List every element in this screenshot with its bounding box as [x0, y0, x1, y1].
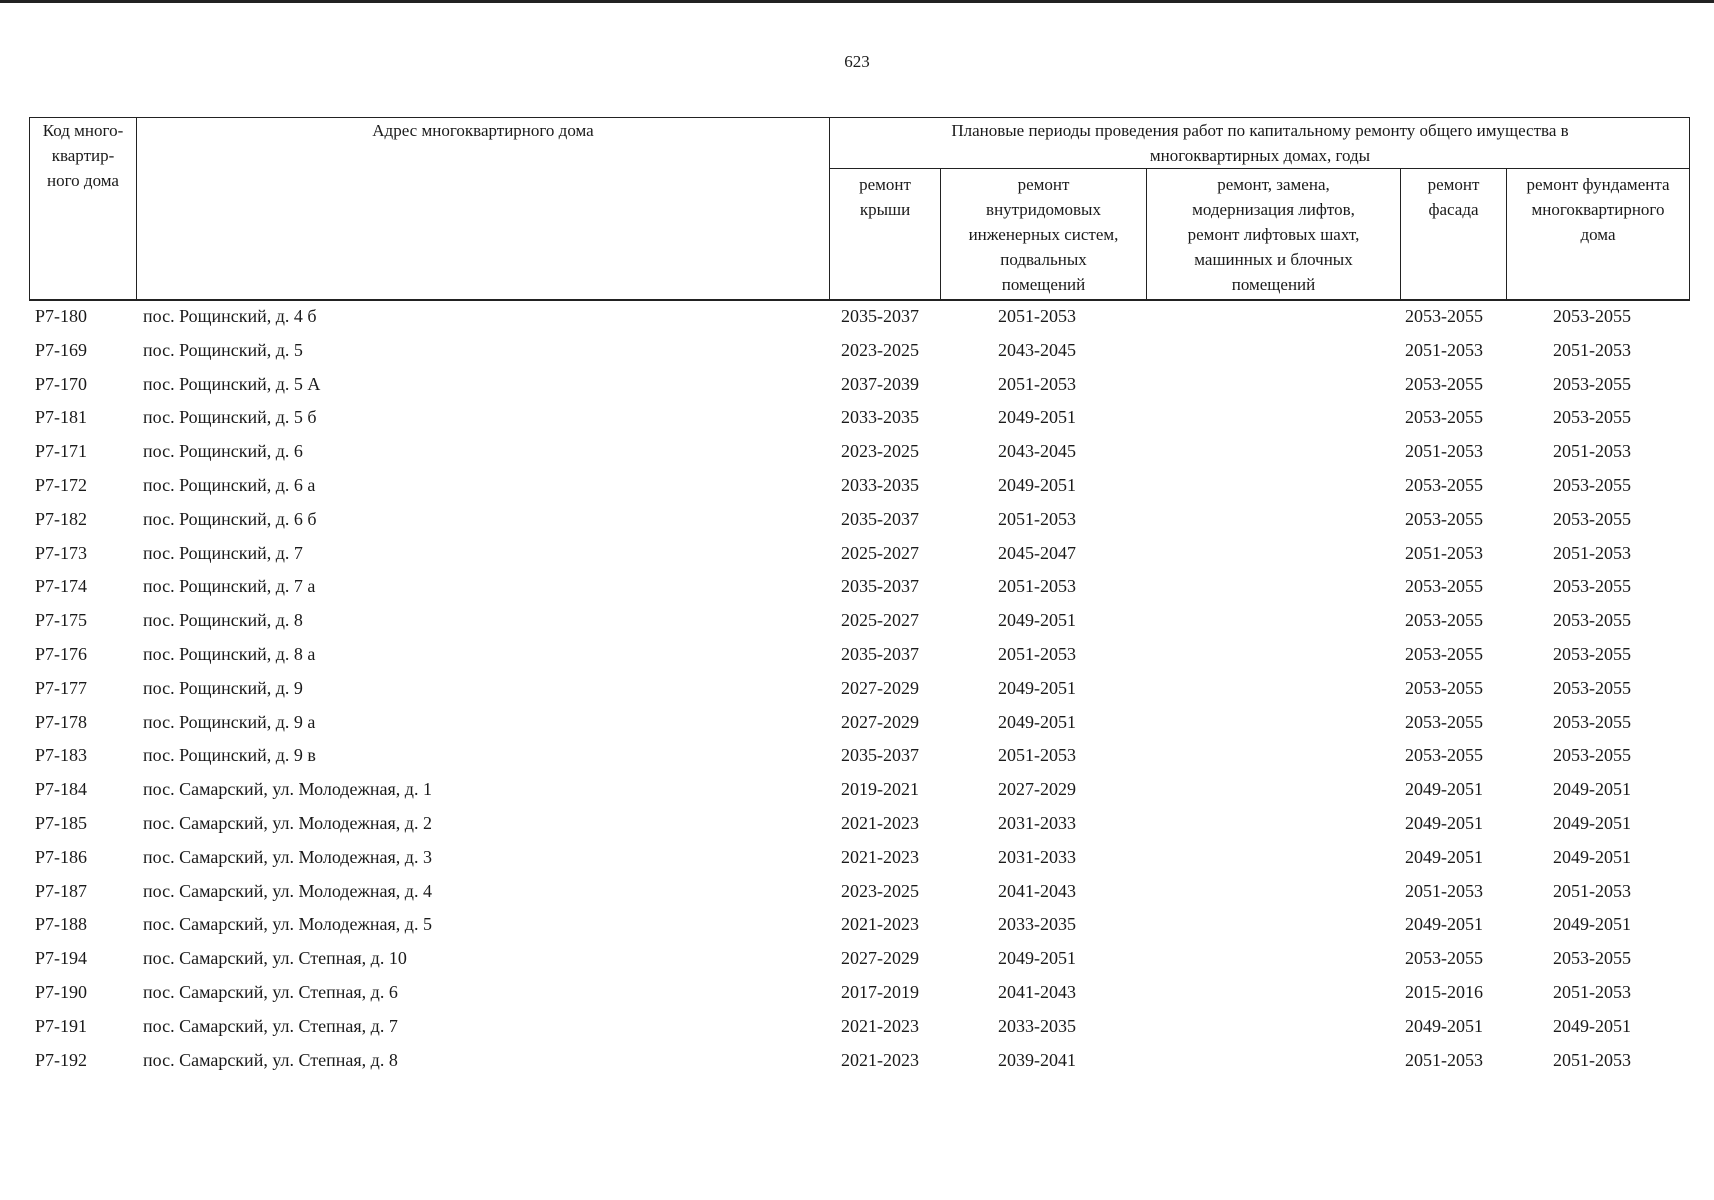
cell-systems: 2045-2047 — [998, 542, 1076, 563]
table-row — [29, 773, 1690, 807]
header-periods: Плановые периоды проведения работ по капитальному ремонту общего имущества в многоквартирных домах, годы — [951, 121, 1569, 165]
table-row — [29, 537, 1690, 571]
cell-facade: 2053-2055 — [1405, 610, 1483, 631]
header-address: Адрес многоквартирного дома — [372, 121, 594, 140]
header-sep-code — [136, 117, 137, 300]
cell-address: пос. Самарский, ул. Степная, д. 8 — [143, 1049, 398, 1070]
header-rule-left — [29, 117, 30, 300]
cell-roof: 2033-2035 — [841, 407, 919, 428]
table-header — [29, 117, 1690, 300]
cell-systems: 2051-2053 — [998, 745, 1076, 766]
cell-code: Р7-188 — [35, 914, 88, 935]
cell-foundation: 2053-2055 — [1553, 643, 1631, 664]
cell-address: пос. Рощинский, д. 5 А — [143, 373, 321, 394]
page-number: 623 — [844, 52, 870, 71]
cell-systems: 2049-2051 — [998, 407, 1076, 428]
cell-code: Р7-173 — [35, 542, 88, 563]
table-row — [29, 401, 1690, 435]
header-code: Код много- квартир- ного дома — [42, 121, 124, 190]
cell-roof: 2023-2025 — [841, 441, 919, 462]
cell-systems: 2033-2035 — [998, 1015, 1076, 1036]
cell-address: пос. Рощинский, д. 8 а — [143, 643, 316, 664]
table-row — [29, 841, 1690, 875]
cell-code: Р7-182 — [35, 508, 88, 529]
cell-facade: 2053-2055 — [1405, 948, 1483, 969]
cell-roof: 2023-2025 — [841, 880, 919, 901]
cell-address: пос. Самарский, ул. Молодежная, д. 3 — [143, 846, 432, 867]
cell-foundation: 2053-2055 — [1553, 711, 1631, 732]
cell-facade: 2053-2055 — [1405, 306, 1483, 326]
cell-code: Р7-169 — [35, 339, 88, 360]
cell-roof: 2035-2037 — [841, 508, 919, 529]
cell-roof: 2033-2035 — [841, 474, 919, 495]
cell-code: Р7-183 — [35, 745, 88, 766]
cell-roof: 2023-2025 — [841, 339, 919, 360]
table-row — [29, 942, 1690, 976]
cell-code: Р7-174 — [35, 576, 88, 597]
table-row — [29, 672, 1690, 706]
cell-code: Р7-187 — [35, 880, 88, 901]
cell-roof: 2035-2037 — [841, 643, 919, 664]
cell-facade: 2051-2053 — [1405, 1049, 1483, 1070]
cell-address: пос. Самарский, ул. Молодежная, д. 5 — [143, 914, 432, 935]
cell-facade: 2053-2055 — [1405, 711, 1483, 732]
cell-code: Р7-175 — [35, 610, 88, 631]
header-roof: ремонт крыши — [859, 175, 911, 219]
table-row — [29, 638, 1690, 672]
cell-address: пос. Рощинский, д. 8 — [143, 610, 303, 631]
cell-code: Р7-191 — [35, 1015, 88, 1036]
cell-facade: 2051-2053 — [1405, 880, 1483, 901]
header-foundation: ремонт фундамента многоквартирного дома — [1526, 175, 1670, 244]
cell-roof: 2017-2019 — [841, 981, 919, 1002]
cell-code: Р7-178 — [35, 711, 88, 732]
cell-roof: 2027-2029 — [841, 711, 919, 732]
cell-facade: 2049-2051 — [1405, 779, 1483, 800]
cell-facade: 2053-2055 — [1405, 508, 1483, 529]
cell-address: пос. Самарский, ул. Молодежная, д. 4 — [143, 880, 432, 901]
cell-foundation: 2053-2055 — [1553, 948, 1631, 969]
cell-facade: 2049-2051 — [1405, 846, 1483, 867]
cell-systems: 2051-2053 — [998, 643, 1076, 664]
cell-code: Р7-180 — [35, 306, 88, 326]
cell-code: Р7-185 — [35, 812, 88, 833]
table-row — [29, 604, 1690, 638]
table-row — [29, 875, 1690, 909]
cell-foundation: 2053-2055 — [1553, 373, 1631, 394]
cell-facade: 2053-2055 — [1405, 373, 1483, 394]
cell-roof: 2021-2023 — [841, 846, 919, 867]
cell-roof: 2019-2021 — [841, 779, 919, 800]
cell-facade: 2049-2051 — [1405, 914, 1483, 935]
table-row — [29, 570, 1690, 604]
table-row — [29, 739, 1690, 773]
table-row — [29, 1044, 1690, 1078]
header-lifts: ремонт, замена, модернизация лифтов, ремонт лифтовых шахт, машинных и блочных помещений — [1187, 175, 1360, 294]
cell-code: Р7-172 — [35, 474, 88, 495]
cell-systems: 2041-2043 — [998, 981, 1076, 1002]
cell-systems: 2051-2053 — [998, 576, 1076, 597]
cell-address: пос. Рощинский, д. 9 в — [143, 745, 316, 766]
cell-systems: 2039-2041 — [998, 1049, 1076, 1070]
cell-code: Р7-171 — [35, 441, 88, 462]
cell-roof: 2027-2029 — [841, 948, 919, 969]
cell-foundation: 2053-2055 — [1553, 745, 1631, 766]
cell-roof: 2021-2023 — [841, 1015, 919, 1036]
cell-systems: 2051-2053 — [998, 508, 1076, 529]
table-row — [29, 503, 1690, 537]
cell-facade: 2053-2055 — [1405, 745, 1483, 766]
cell-address: пос. Рощинский, д. 6 — [143, 441, 303, 462]
cell-code: Р7-194 — [35, 948, 88, 969]
cell-systems: 2051-2053 — [998, 306, 1076, 326]
cell-code: Р7-190 — [35, 981, 88, 1002]
cell-facade: 2053-2055 — [1405, 407, 1483, 428]
cell-systems: 2031-2033 — [998, 846, 1076, 867]
cell-foundation: 2049-2051 — [1553, 846, 1631, 867]
cell-systems: 2049-2051 — [998, 711, 1076, 732]
table-row — [29, 300, 1690, 334]
cell-foundation: 2053-2055 — [1553, 508, 1631, 529]
cell-foundation: 2051-2053 — [1553, 880, 1631, 901]
cell-address: пос. Рощинский, д. 9 — [143, 677, 303, 698]
cell-foundation: 2053-2055 — [1553, 677, 1631, 698]
cell-address: пос. Самарский, ул. Степная, д. 6 — [143, 981, 398, 1002]
cell-address: пос. Самарский, ул. Степная, д. 7 — [143, 1015, 398, 1036]
cell-code: Р7-181 — [35, 407, 88, 428]
cell-foundation: 2051-2053 — [1553, 981, 1631, 1002]
cell-roof: 2021-2023 — [841, 1049, 919, 1070]
table-row — [29, 435, 1690, 469]
cell-systems: 2049-2051 — [998, 474, 1076, 495]
cell-address: пос. Рощинский, д. 7 — [143, 542, 303, 563]
cell-code: Р7-192 — [35, 1049, 88, 1070]
cell-systems: 2027-2029 — [998, 779, 1076, 800]
header-facade: ремонт фасада — [1427, 175, 1480, 219]
cell-roof: 2027-2029 — [841, 677, 919, 698]
cell-foundation: 2049-2051 — [1553, 1015, 1631, 1036]
cell-facade: 2053-2055 — [1405, 576, 1483, 597]
cell-systems: 2051-2053 — [998, 373, 1076, 394]
cell-facade: 2051-2053 — [1405, 542, 1483, 563]
table-row — [29, 1010, 1690, 1044]
cell-address: пос. Рощинский, д. 6 а — [143, 474, 316, 495]
cell-systems: 2031-2033 — [998, 812, 1076, 833]
cell-code: Р7-176 — [35, 643, 88, 664]
cell-roof: 2021-2023 — [841, 812, 919, 833]
cell-roof: 2035-2037 — [841, 306, 919, 326]
cell-roof: 2035-2037 — [841, 745, 919, 766]
table-row — [29, 807, 1690, 841]
header-sep-periods — [829, 168, 1690, 169]
cell-roof: 2035-2037 — [841, 576, 919, 597]
cell-address: пос. Рощинский, д. 6 б — [143, 508, 317, 529]
cell-roof: 2021-2023 — [841, 914, 919, 935]
cell-foundation: 2049-2051 — [1553, 812, 1631, 833]
cell-foundation: 2053-2055 — [1553, 576, 1631, 597]
cell-foundation: 2053-2055 — [1553, 610, 1631, 631]
cell-code: Р7-184 — [35, 779, 88, 800]
table-row — [29, 908, 1690, 942]
table-row — [29, 469, 1690, 503]
cell-systems: 2043-2045 — [998, 339, 1076, 360]
cell-roof: 2025-2027 — [841, 610, 919, 631]
cell-address: пос. Рощинский, д. 5 — [143, 339, 303, 360]
cell-facade: 2051-2053 — [1405, 441, 1483, 462]
cell-facade: 2053-2055 — [1405, 474, 1483, 495]
cell-address: пос. Рощинский, д. 4 б — [143, 306, 317, 326]
cell-code: Р7-186 — [35, 846, 88, 867]
cell-systems: 2049-2051 — [998, 610, 1076, 631]
cell-systems: 2033-2035 — [998, 914, 1076, 935]
cell-address: пос. Самарский, ул. Молодежная, д. 1 — [143, 779, 432, 800]
cell-foundation: 2051-2053 — [1553, 339, 1631, 360]
table-row — [29, 976, 1690, 1010]
cell-code: Р7-177 — [35, 677, 88, 698]
cell-address: пос. Рощинский, д. 5 б — [143, 407, 317, 428]
cell-foundation: 2053-2055 — [1553, 306, 1631, 326]
cell-address: пос. Рощинский, д. 7 а — [143, 576, 316, 597]
top-rule — [0, 0, 1714, 3]
table-row — [29, 334, 1690, 368]
cell-code: Р7-170 — [35, 373, 88, 394]
cell-systems: 2043-2045 — [998, 441, 1076, 462]
cell-address: пос. Самарский, ул. Степная, д. 10 — [143, 948, 407, 969]
cell-facade: 2049-2051 — [1405, 1015, 1483, 1036]
cell-systems: 2049-2051 — [998, 948, 1076, 969]
table-row — [29, 706, 1690, 740]
cell-roof: 2025-2027 — [841, 542, 919, 563]
cell-facade: 2049-2051 — [1405, 812, 1483, 833]
header-systems: ремонт внутридомовых инженерных систем, подвальных помещений — [968, 175, 1119, 294]
cell-foundation: 2049-2051 — [1553, 779, 1631, 800]
cell-address: пос. Рощинский, д. 9 а — [143, 711, 316, 732]
cell-foundation: 2051-2053 — [1553, 1049, 1631, 1070]
cell-foundation: 2051-2053 — [1553, 542, 1631, 563]
cell-facade: 2015-2016 — [1405, 981, 1483, 1002]
cell-foundation: 2053-2055 — [1553, 474, 1631, 495]
cell-facade: 2053-2055 — [1405, 677, 1483, 698]
cell-foundation: 2049-2051 — [1553, 914, 1631, 935]
cell-facade: 2053-2055 — [1405, 643, 1483, 664]
cell-foundation: 2051-2053 — [1553, 441, 1631, 462]
cell-address: пос. Самарский, ул. Молодежная, д. 2 — [143, 812, 432, 833]
cell-systems: 2041-2043 — [998, 880, 1076, 901]
cell-systems: 2049-2051 — [998, 677, 1076, 698]
table-row — [29, 368, 1690, 402]
cell-foundation: 2053-2055 — [1553, 407, 1631, 428]
cell-facade: 2051-2053 — [1405, 339, 1483, 360]
cell-roof: 2037-2039 — [841, 373, 919, 394]
table-body — [29, 300, 1690, 1077]
